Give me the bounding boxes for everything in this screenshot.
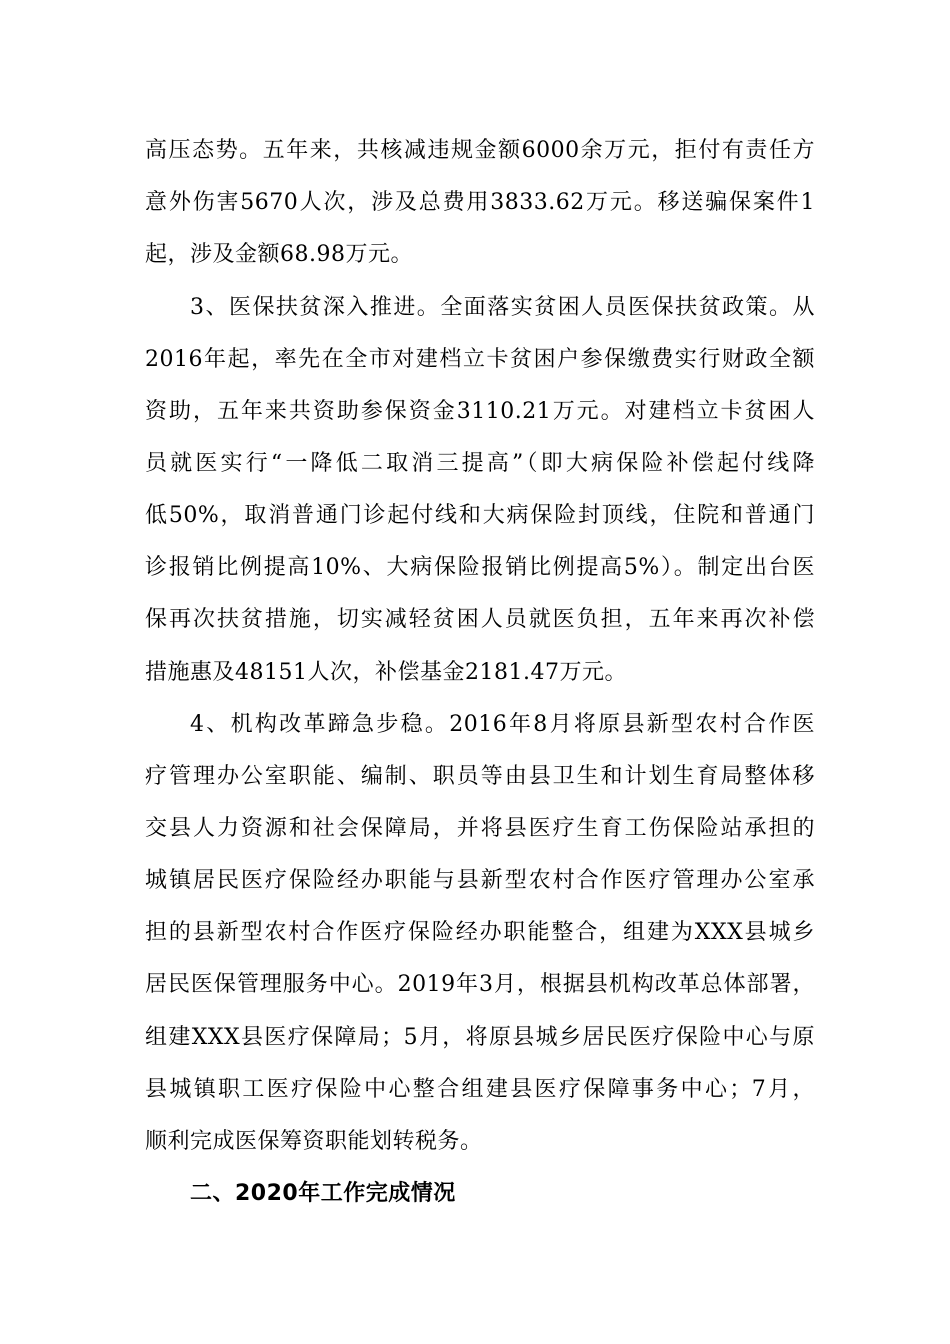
paragraph-line: 居民医保管理服务中心。2019年3月，根据县机构改革总体部署，: [145, 972, 815, 997]
paragraph-line: 4、机构改革蹄急步稳。2016年8月将原县新型农村合作医: [190, 712, 815, 737]
paragraph-line: 组建XXX县医疗保障局；5月，将原县城乡居民医疗保险中心与原: [145, 1025, 815, 1050]
paragraph-line: 保再次扶贫措施，切实减轻贫困人员就医负担，五年来再次补偿: [145, 607, 815, 632]
paragraph-line: 措施惠及48151人次，补偿基金2181.47万元。: [145, 660, 627, 685]
paragraph-line: 担的县新型农村合作医疗保险经办职能整合，组建为XXX县城乡: [145, 920, 815, 945]
section-heading: 二、2020年工作完成情况: [190, 1181, 456, 1206]
paragraph-line: 低50%，取消普通门诊起付线和大病保险封顶线，住院和普通门: [145, 503, 815, 528]
paragraph-line: 3、医保扶贫深入推进。全面落实贫困人员医保扶贫政策。从: [190, 295, 815, 320]
paragraph-line: 员就医实行“一降低二取消三提高”（即大病保险补偿起付线降: [145, 451, 815, 476]
paragraph-line: 疗管理办公室职能、编制、职员等由县卫生和计划生育局整体移: [145, 764, 815, 789]
paragraph-line: 县城镇职工医疗保险中心整合组建县医疗保障事务中心；7月，: [145, 1077, 815, 1102]
paragraph-line: 交县人力资源和社会保障局，并将县医疗生育工伤保险站承担的: [145, 816, 815, 841]
paragraph-line: 诊报销比例提高10%、大病保险报销比例提高5%）。制定出台医: [145, 555, 815, 580]
paragraph-line: 起，涉及金额68.98万元。: [145, 242, 413, 267]
paragraph-line: 高压态势。五年来，共核减违规金额6000余万元，拒付有责任方: [145, 138, 815, 163]
paragraph-line: 意外伤害5670人次，涉及总费用3833.62万元。移送骗保案件1: [145, 190, 815, 215]
paragraph-line: 城镇居民医疗保险经办职能与县新型农村合作医疗管理办公室承: [145, 868, 815, 893]
paragraph-line: 顺利完成医保筹资职能划转税务。: [145, 1129, 483, 1154]
paragraph-line: 2016年起，率先在全市对建档立卡贫困户参保缴费实行财政全额: [145, 347, 815, 372]
paragraph-line: 资助，五年来共资助参保资金3110.21万元。对建档立卡贫困人: [145, 399, 815, 424]
